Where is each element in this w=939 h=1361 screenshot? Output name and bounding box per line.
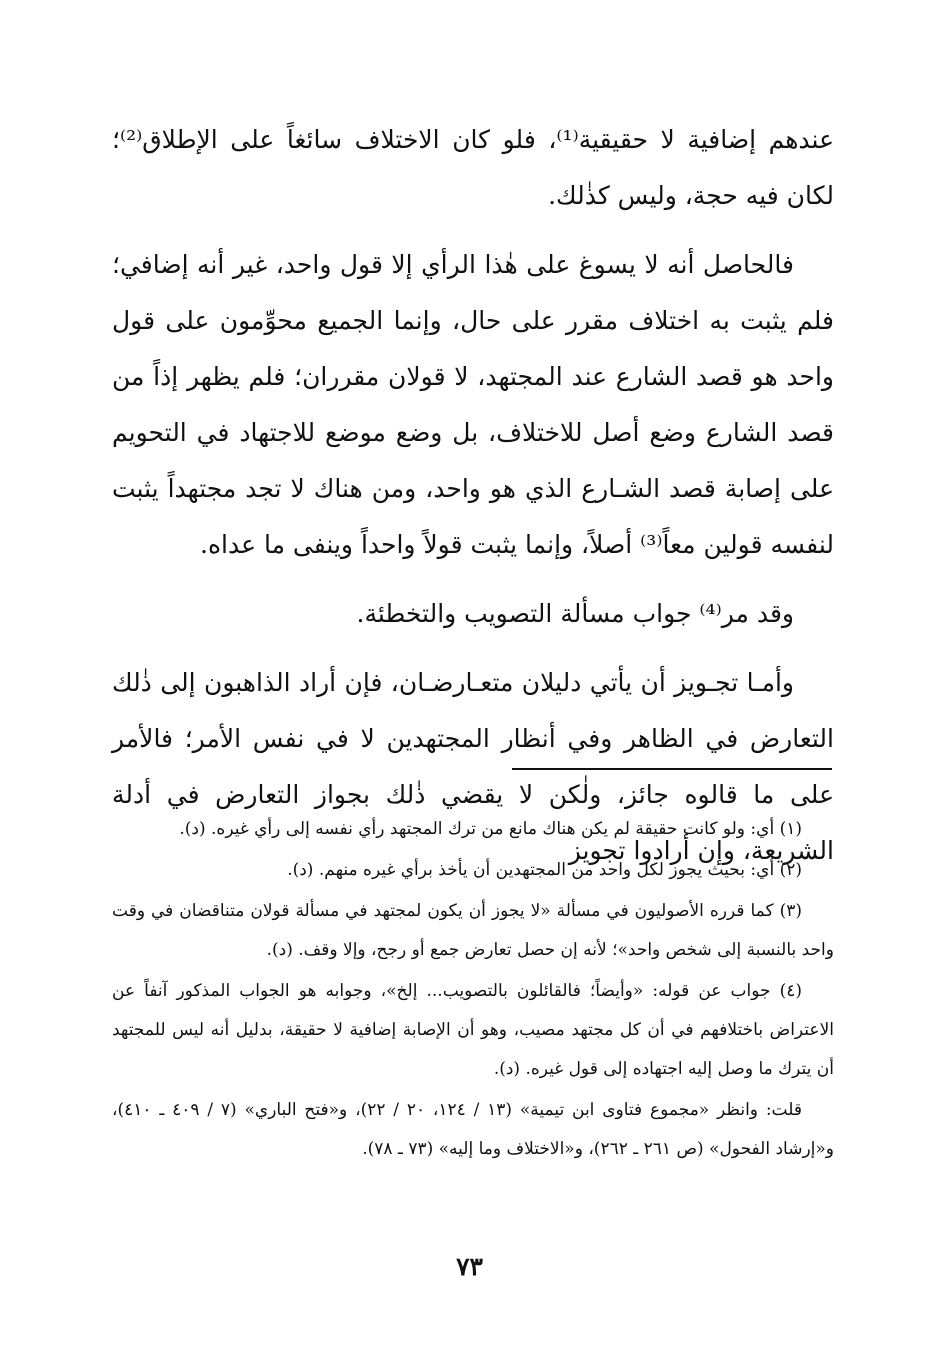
footnote-editor-note: قلت: وانظر «مجموع فتاوى ابن تيمية» (١٣ / ١٢٤، ٢٠ / ٢٢)، و«فتح الباري» (٧ / ٤٠٩ ـ ٤١٠)، و«إرشاد الفحول» (ص ٢٦١ ـ ٢٦٢)، و«الاختلاف وما إليه» (٧٣ ـ ٧٨). <box>112 1100 834 1159</box>
footnotes-section <box>112 810 834 1169</box>
page-number: ٧٣ <box>456 1252 483 1281</box>
body-paragraph-2: فالحاصل أنه لا يسوغ على هٰذا الرأي إلا قول واحد، غير أنه إضافي؛ فلم يثبت به اختلاف مقرر على حال، وإنما الجميع محوِّمون على قول واحد هو قصد الشارع عند المجتهد، لا قولان مقرران؛ فلم يظهر إذاً من قصد الشارع وضع أصل للاختلاف، بل وضع موضع للاجتهاد في التحويم على إصابة قصد الشـارع الذي هو واحد، ومن هناك لا تجد مجتهداً يثبت لنفسه قولين معاً⁽³⁾ أصلاً، وإنما يثبت قولاً واحداً وينفى ما عداه. <box>112 250 834 559</box>
body-paragraph-4: وأمـا تجـويز أن يأتي دليلان متعـارضـان، فإن أراد الذاهبون إلى ذٰلك التعارض في الظاهر وفي أنظار المجتهدين لا في نفس الأمر؛ فالأمر على ما قالوه جائز، ولٰكن لا يقضي ذٰلك بجواز التعارض في أدلة الشريعة، وإن أرادوا تجويز <box>112 668 834 865</box>
footnote-2: (٢) أي: بحيث يجوز لكل واحد من المجتهدين أن يأخذ برأي غيره منهم. (د). <box>287 860 802 880</box>
footnote-3: (٣) كما قرره الأصوليون في مسألة «لا يجوز أن يكون لمجتهد في مسألة قولان متناقضان في وقت واحد بالنسبة إلى شخص واحد»؛ لأنه إن حصل تعارض جمع أو رجح، وإلا وقف. (د). <box>112 901 834 960</box>
footnote-divider <box>512 768 832 770</box>
main-text <box>112 112 834 879</box>
footnote-4: (٤) جواب عن قوله: «وأيضاً؛ فالقائلون بالتصويب... إلخ»، وجوابه هو الجواب المذكور آنفاً عن الاعتراض باختلافهم في أن كل مجتهد مصيب، وهو أن الإصابة إضافية لا حقيقة، بدليل أنه ليس للمجتهد أن يترك ما وصل إليه اجتهاده إلى قول غيره. (د). <box>112 981 834 1079</box>
footnote-1: (١) أي: ولو كانت حقيقة لم يكن هناك مانع من ترك المجتهد رأي نفسه إلى رأي غيره. (د). <box>179 819 802 839</box>
body-paragraph-1: عندهم إضافية لا حقيقية⁽¹⁾، فلو كان الاختلاف سائغاً على الإطلاق⁽²⁾؛ لكان فيه حجة، وليس كذٰلك. <box>112 125 834 210</box>
body-paragraph-3: وقد مر⁽⁴⁾ جواب مسألة التصويب والتخطئة. <box>356 599 794 628</box>
